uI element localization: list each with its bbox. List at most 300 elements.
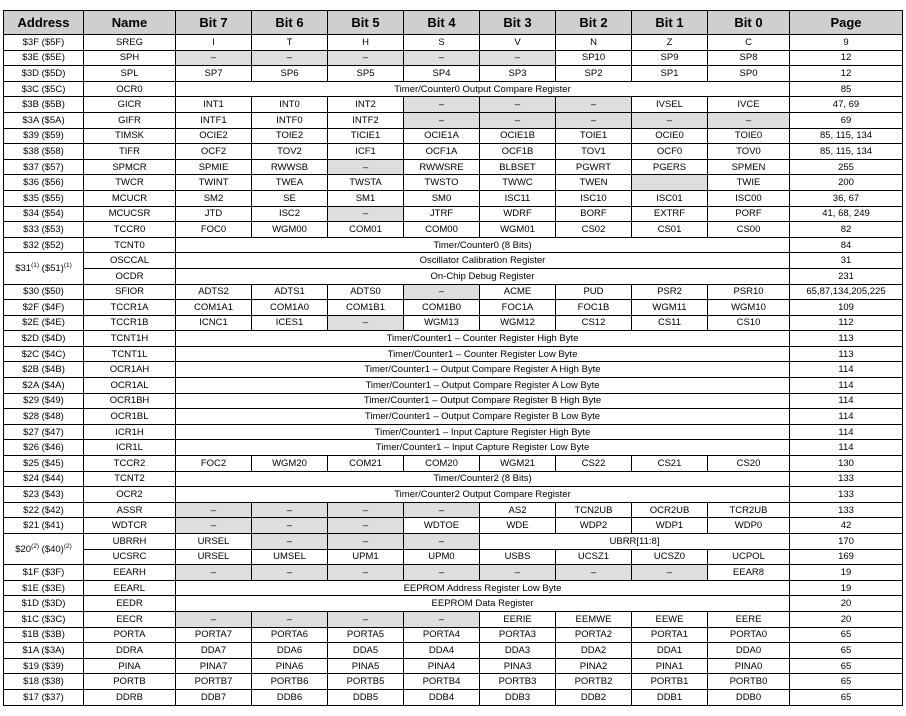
address-text: $31 — [15, 262, 32, 274]
bit-cell: PINA6 — [252, 658, 328, 674]
address-cell: $35 ($55) — [4, 190, 84, 206]
address-text: ($40) — [41, 543, 64, 555]
bit-cell: DDB5 — [328, 689, 404, 705]
bit-cell: PORTA4 — [404, 627, 480, 643]
bit-cell: – — [328, 206, 404, 222]
table-row — [4, 674, 903, 690]
register-name: TIMSK — [84, 128, 176, 144]
bit-cell: SP8 — [708, 50, 790, 66]
bit-cell: PORTA6 — [252, 627, 328, 643]
register-description: Timer/Counter1 – Output Compare Register A Low Byte — [176, 378, 790, 394]
address-cell: $28 ($48) — [4, 409, 84, 425]
bit-cell: COM20 — [404, 456, 480, 472]
page-ref: 65 — [790, 689, 903, 705]
bit-cell: SM1 — [328, 190, 404, 206]
table-row — [4, 627, 903, 643]
bit-cell: DDB1 — [632, 689, 708, 705]
bit-cell: OCIE1A — [404, 128, 480, 144]
bit-cell: OCIE0 — [632, 128, 708, 144]
footnote-mark: (2) — [63, 542, 72, 550]
bit-cell: PGERS — [632, 159, 708, 175]
bit-cell: SP0 — [708, 66, 790, 82]
bit-cell: CS20 — [708, 456, 790, 472]
header-cell: Bit 6 — [252, 11, 328, 35]
page-ref: 130 — [790, 456, 903, 472]
bit-cell: ADTS2 — [176, 284, 252, 300]
register-description: Timer/Counter2 (8 Bits) — [176, 471, 790, 487]
page-ref: 41, 68, 249 — [790, 206, 903, 222]
page-ref: 20 — [790, 611, 903, 627]
register-description: Timer/Counter1 – Output Compare Register A High Byte — [176, 362, 790, 378]
bit-cell: OCF1B — [480, 144, 556, 160]
bit-cell: CS11 — [632, 315, 708, 331]
header-cell: Bit 0 — [708, 11, 790, 35]
bit-cell: – — [632, 565, 708, 581]
bit-cell: WDP0 — [708, 518, 790, 534]
bit-cell: PORTB1 — [632, 674, 708, 690]
page-ref: 169 — [790, 549, 903, 565]
header-cell: Bit 4 — [404, 11, 480, 35]
page-ref: 133 — [790, 471, 903, 487]
bit-cell: EERIE — [480, 611, 556, 627]
bit-cell: PORTA0 — [708, 627, 790, 643]
table-row — [4, 175, 903, 191]
page-ref: 133 — [790, 502, 903, 518]
register-name: TCCR1B — [84, 315, 176, 331]
bit-cell: PORF — [708, 206, 790, 222]
address-text: $20 — [15, 543, 32, 555]
register-name: OSCCAL — [84, 253, 176, 269]
bit-cell: TWEA — [252, 175, 328, 191]
bit-cell: PINA4 — [404, 658, 480, 674]
register-description: On-Chip Debug Register — [176, 268, 790, 284]
page-ref: 231 — [790, 268, 903, 284]
address-cell: $30 ($50) — [4, 284, 84, 300]
bit-cell: – — [176, 502, 252, 518]
bit-cell: WGM10 — [708, 300, 790, 316]
address-cell: $1D ($3D) — [4, 596, 84, 612]
register-name: ICR1H — [84, 424, 176, 440]
bit-cell: ICNC1 — [176, 315, 252, 331]
bit-cell: DDA0 — [708, 643, 790, 659]
bit-cell: FOC2 — [176, 456, 252, 472]
bit-cell: INTF2 — [328, 112, 404, 128]
bit-cell: – — [328, 315, 404, 331]
address-cell: $19 ($39) — [4, 658, 84, 674]
table-row — [4, 393, 903, 409]
table-row — [4, 97, 903, 113]
register-name: WDTCR — [84, 518, 176, 534]
table-row — [4, 128, 903, 144]
register-name: SPMCR — [84, 159, 176, 175]
table-row — [4, 159, 903, 175]
bit-cell: WDRF — [480, 206, 556, 222]
table-row — [4, 456, 903, 472]
bit-cell: TWWC — [480, 175, 556, 191]
table-row — [4, 534, 903, 550]
address-cell: $17 ($37) — [4, 689, 84, 705]
bit-cell: PINA0 — [708, 658, 790, 674]
address-cell: $18 ($38) — [4, 674, 84, 690]
table-row — [4, 190, 903, 206]
bit-cell: UCPOL — [708, 549, 790, 565]
bit-cell: T — [252, 35, 328, 51]
bit-cell: OCR2UB — [632, 502, 708, 518]
bit-cell: PSR10 — [708, 284, 790, 300]
bit-cell: CS12 — [556, 315, 632, 331]
table-row — [4, 440, 903, 456]
address-cell: $29 ($49) — [4, 393, 84, 409]
bit-cell: DDB3 — [480, 689, 556, 705]
table-row — [4, 502, 903, 518]
page-ref: 69 — [790, 112, 903, 128]
bit-cell: PSR2 — [632, 284, 708, 300]
page-ref: 85 — [790, 81, 903, 97]
register-name: MCUCSR — [84, 206, 176, 222]
bit-cell: PORTA1 — [632, 627, 708, 643]
bit-cell: – — [252, 502, 328, 518]
table-row — [4, 253, 903, 269]
bit-cell: SE — [252, 190, 328, 206]
table-row — [4, 222, 903, 238]
bit-cell: – — [404, 50, 480, 66]
bit-cell: WDP1 — [632, 518, 708, 534]
register-name: OCR1AL — [84, 378, 176, 394]
bit-cell: – — [328, 518, 404, 534]
address-cell: $23 ($43) — [4, 487, 84, 503]
bit-cell: DDA2 — [556, 643, 632, 659]
bit-cell: – — [632, 112, 708, 128]
register-name: ASSR — [84, 502, 176, 518]
address-cell — [4, 534, 84, 565]
bit-cell: SP9 — [632, 50, 708, 66]
bit-cell: BLBSET — [480, 159, 556, 175]
register-name: EECR — [84, 611, 176, 627]
page-ref: 113 — [790, 331, 903, 347]
bit-cell: CS00 — [708, 222, 790, 238]
bit-cell: PORTB6 — [252, 674, 328, 690]
bit-cell: PORTB2 — [556, 674, 632, 690]
table-row — [4, 487, 903, 503]
register-name: SREG — [84, 35, 176, 51]
register-name: EEARL — [84, 580, 176, 596]
register-name: ICR1L — [84, 440, 176, 456]
bit-cell: IVSEL — [632, 97, 708, 113]
bit-cell: – — [404, 534, 480, 550]
bit-cell: – — [252, 611, 328, 627]
table-row — [4, 549, 903, 565]
page-ref: 113 — [790, 346, 903, 362]
register-name: OCR1AH — [84, 362, 176, 378]
bit-cell: DDA7 — [176, 643, 252, 659]
bit-cell: SP6 — [252, 66, 328, 82]
table-row — [4, 362, 903, 378]
bit-cell: SM2 — [176, 190, 252, 206]
register-name: UCSRC — [84, 549, 176, 565]
table-row — [4, 300, 903, 316]
bit-cell: INTF1 — [176, 112, 252, 128]
page-ref: 255 — [790, 159, 903, 175]
address-cell: $34 ($54) — [4, 206, 84, 222]
address-cell: $1B ($3B) — [4, 627, 84, 643]
bit-cell: PORTB3 — [480, 674, 556, 690]
table-row — [4, 471, 903, 487]
page-ref: 114 — [790, 440, 903, 456]
bit-cell: ACME — [480, 284, 556, 300]
bit-cell: RWWSB — [252, 159, 328, 175]
page-ref: 12 — [790, 66, 903, 82]
bit-cell: USBS — [480, 549, 556, 565]
page-ref: 114 — [790, 424, 903, 440]
bit-cell: – — [176, 50, 252, 66]
page-ref: 200 — [790, 175, 903, 191]
table-row — [4, 206, 903, 222]
bit-cell: ADTS0 — [328, 284, 404, 300]
register-description: Timer/Counter1 – Input Capture Register High Byte — [176, 424, 790, 440]
table-row — [4, 580, 903, 596]
bit-cell: DDA6 — [252, 643, 328, 659]
register-name: TCCR0 — [84, 222, 176, 238]
page-ref: 20 — [790, 596, 903, 612]
address-cell: $1E ($3E) — [4, 580, 84, 596]
bit-cell: CS21 — [632, 456, 708, 472]
bit-cell: PORTB0 — [708, 674, 790, 690]
bit-cell: EEMWE — [556, 611, 632, 627]
bit-cell: – — [480, 565, 556, 581]
register-name: OCDR — [84, 268, 176, 284]
bit-cell: SP4 — [404, 66, 480, 82]
table-row — [4, 378, 903, 394]
register-name: OCR1BL — [84, 409, 176, 425]
bit-cell: ICES1 — [252, 315, 328, 331]
bit-cell: SPMEN — [708, 159, 790, 175]
bit-cell: PINA5 — [328, 658, 404, 674]
bit-cell: TWINT — [176, 175, 252, 191]
bit-cell: TOV0 — [708, 144, 790, 160]
table-row — [4, 409, 903, 425]
header-cell: Page — [790, 11, 903, 35]
address-cell: $38 ($58) — [4, 144, 84, 160]
bit-cell: COM21 — [328, 456, 404, 472]
bit-cell: ISC00 — [708, 190, 790, 206]
bit-cell: PORTA7 — [176, 627, 252, 643]
bit-cell: INT1 — [176, 97, 252, 113]
address-cell: $3F ($5F) — [4, 35, 84, 51]
table-row — [4, 689, 903, 705]
bit-cell: CS01 — [632, 222, 708, 238]
address-cell: $39 ($59) — [4, 128, 84, 144]
register-name: MCUCR — [84, 190, 176, 206]
table-row — [4, 424, 903, 440]
page-ref: 9 — [790, 35, 903, 51]
page-ref: 114 — [790, 362, 903, 378]
bit-cell: OCF1A — [404, 144, 480, 160]
bit-cell: PORTA2 — [556, 627, 632, 643]
bit-cell: ISC01 — [632, 190, 708, 206]
register-name: OCR0 — [84, 81, 176, 97]
register-description: Timer/Counter1 – Counter Register Low Byte — [176, 346, 790, 362]
bit-cell: ISC11 — [480, 190, 556, 206]
address-cell: $27 ($47) — [4, 424, 84, 440]
bit-cell: PORTB4 — [404, 674, 480, 690]
bit-cell: OCF2 — [176, 144, 252, 160]
bit-cell: – — [252, 534, 328, 550]
bit-cell: – — [328, 159, 404, 175]
bit-cell: – — [556, 112, 632, 128]
bit-cell: TCN2UB — [556, 502, 632, 518]
bit-cell: DDB2 — [556, 689, 632, 705]
address-cell: $24 ($44) — [4, 471, 84, 487]
bit-cell: TOIE0 — [708, 128, 790, 144]
bit-cell: ISC10 — [556, 190, 632, 206]
bit-cell: PGWRT — [556, 159, 632, 175]
bit-cell: ISC2 — [252, 206, 328, 222]
table-row — [4, 284, 903, 300]
address-cell: $33 ($53) — [4, 222, 84, 238]
register-name: OCR1BH — [84, 393, 176, 409]
bit-cell: – — [708, 112, 790, 128]
bit-cell: WGM12 — [480, 315, 556, 331]
bit-field-span: UBRR[11:8] — [480, 534, 790, 550]
bit-cell: V — [480, 35, 556, 51]
bit-cell: DDA1 — [632, 643, 708, 659]
footnote-mark: (1) — [63, 261, 72, 269]
register-description: Timer/Counter1 – Output Compare Register B High Byte — [176, 393, 790, 409]
address-cell — [4, 253, 84, 284]
address-cell: $2D ($4D) — [4, 331, 84, 347]
table-row — [4, 346, 903, 362]
bit-cell: – — [328, 534, 404, 550]
bit-cell: EXTRF — [632, 206, 708, 222]
address-cell: $3D ($5D) — [4, 66, 84, 82]
page-ref: 12 — [790, 50, 903, 66]
address-cell: $2A ($4A) — [4, 378, 84, 394]
bit-cell: WGM20 — [252, 456, 328, 472]
page-ref: 112 — [790, 315, 903, 331]
bit-cell: C — [708, 35, 790, 51]
page-ref: 114 — [790, 409, 903, 425]
bit-cell: DDA3 — [480, 643, 556, 659]
table-row — [4, 658, 903, 674]
bit-cell: – — [328, 50, 404, 66]
bit-cell: ADTS1 — [252, 284, 328, 300]
bit-cell: PORTB7 — [176, 674, 252, 690]
register-name: GIFR — [84, 112, 176, 128]
register-name: EEARH — [84, 565, 176, 581]
address-cell: $21 ($41) — [4, 518, 84, 534]
bit-cell: FOC1A — [480, 300, 556, 316]
footnote-mark: (2) — [31, 542, 40, 550]
page-ref: 36, 67 — [790, 190, 903, 206]
bit-cell: EEAR8 — [708, 565, 790, 581]
bit-cell: PORTA5 — [328, 627, 404, 643]
bit-cell: SM0 — [404, 190, 480, 206]
bit-cell: Z — [632, 35, 708, 51]
bit-cell: SPMIE — [176, 159, 252, 175]
page-ref: 170 — [790, 534, 903, 550]
bit-cell: TOV1 — [556, 144, 632, 160]
bit-cell: TOIE1 — [556, 128, 632, 144]
register-description: Timer/Counter1 – Output Compare Register B Low Byte — [176, 409, 790, 425]
table-row — [4, 611, 903, 627]
bit-cell: TWIE — [708, 175, 790, 191]
table-row — [4, 315, 903, 331]
page-ref: 65 — [790, 658, 903, 674]
register-name: UBRRH — [84, 534, 176, 550]
bit-cell: UPM1 — [328, 549, 404, 565]
bit-cell: OCIE2 — [176, 128, 252, 144]
bit-cell: – — [404, 565, 480, 581]
bit-cell: – — [176, 518, 252, 534]
address-text: ($51) — [41, 262, 64, 274]
bit-cell: UCSZ1 — [556, 549, 632, 565]
bit-cell: INT0 — [252, 97, 328, 113]
bit-cell: – — [404, 502, 480, 518]
register-rows — [4, 35, 903, 706]
bit-cell: TWEN — [556, 175, 632, 191]
page-ref: 19 — [790, 580, 903, 596]
address-cell: $1C ($3C) — [4, 611, 84, 627]
address-cell: $32 ($52) — [4, 237, 84, 253]
bit-cell: DDB4 — [404, 689, 480, 705]
bit-cell: SP10 — [556, 50, 632, 66]
bit-cell: JTD — [176, 206, 252, 222]
bit-cell: WDP2 — [556, 518, 632, 534]
bit-cell: – — [176, 565, 252, 581]
bit-cell: FOC0 — [176, 222, 252, 238]
bit-cell: – — [252, 50, 328, 66]
bit-cell: PORTA3 — [480, 627, 556, 643]
bit-cell: – — [480, 97, 556, 113]
page-ref: 85, 115, 134 — [790, 128, 903, 144]
table-row — [4, 596, 903, 612]
register-name: DDRA — [84, 643, 176, 659]
register-name: TCCR1A — [84, 300, 176, 316]
bit-cell: PINA7 — [176, 658, 252, 674]
page-ref: 42 — [790, 518, 903, 534]
register-name: EEDR — [84, 596, 176, 612]
bit-cell: EEWE — [632, 611, 708, 627]
bit-cell: PINA2 — [556, 658, 632, 674]
address-cell: $26 ($46) — [4, 440, 84, 456]
register-description: Timer/Counter0 (8 Bits) — [176, 237, 790, 253]
bit-cell: – — [404, 97, 480, 113]
page-ref: 84 — [790, 237, 903, 253]
bit-cell: DDA5 — [328, 643, 404, 659]
bit-cell: TOV2 — [252, 144, 328, 160]
address-cell: $2B ($4B) — [4, 362, 84, 378]
bit-cell: WGM13 — [404, 315, 480, 331]
register-description: EEPROM Address Register Low Byte — [176, 580, 790, 596]
bit-cell: OCF0 — [632, 144, 708, 160]
bit-cell: PINA3 — [480, 658, 556, 674]
header-cell: Bit 5 — [328, 11, 404, 35]
bit-cell: – — [556, 97, 632, 113]
footnote-mark: (1) — [31, 261, 40, 269]
address-cell: $37 ($57) — [4, 159, 84, 175]
bit-cell: DDB7 — [176, 689, 252, 705]
bit-cell: TCR2UB — [708, 502, 790, 518]
bit-cell: – — [328, 611, 404, 627]
page-ref: 65 — [790, 627, 903, 643]
bit-cell: OCIE1B — [480, 128, 556, 144]
bit-cell: – — [328, 502, 404, 518]
bit-cell: PORTB5 — [328, 674, 404, 690]
register-name: PINA — [84, 658, 176, 674]
table-row — [4, 112, 903, 128]
header-row — [4, 11, 903, 35]
register-name: TCNT0 — [84, 237, 176, 253]
